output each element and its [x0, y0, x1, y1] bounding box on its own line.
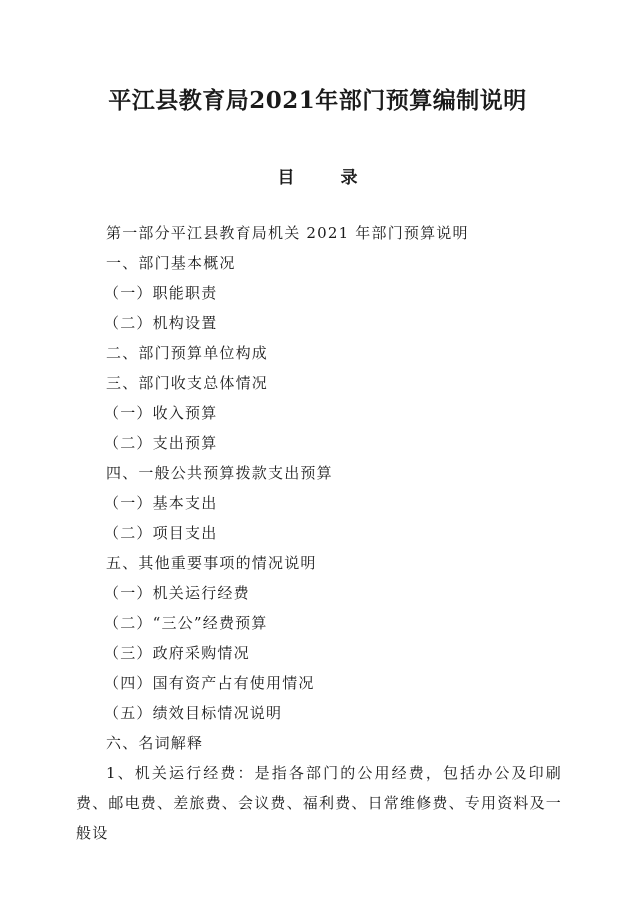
toc-item: 六、名词解释 [106, 734, 204, 752]
toc-item: （一）职能职责 [104, 284, 218, 302]
body-paragraph: 1、机关运行经费：是指各部门的公用经费，包括办公及印刷费、邮电费、差旅费、会议费、福利费、日常维修费、专用资料及一般设 [76, 764, 563, 842]
toc-item: （三）政府采购情况 [104, 644, 250, 662]
toc-item: （一）基本支出 [104, 494, 218, 512]
toc-item: 三、部门收支总体情况 [106, 374, 269, 392]
toc-item: （一）收入预算 [104, 404, 218, 422]
document-title: 平江县教育局2021年部门预算编制说明 [108, 87, 527, 114]
toc-item: 二、部门预算单位构成 [106, 344, 269, 362]
toc-item: （二）项目支出 [104, 524, 218, 542]
toc-item: （二）机构设置 [104, 314, 218, 332]
table-of-contents [106, 218, 469, 758]
toc-item: 一、部门基本概况 [106, 254, 236, 272]
toc-item: 四、一般公共预算拨款支出预算 [106, 464, 333, 482]
toc-item: （四）国有资产占有使用情况 [104, 674, 315, 692]
toc-item: 第一部分平江县教育局机关 2021 年部门预算说明 [106, 224, 469, 242]
toc-item: （二）“三公”经费预算 [104, 614, 268, 632]
toc-heading: 目 录 [277, 168, 378, 188]
toc-item: （一）机关运行经费 [104, 584, 250, 602]
toc-item: 五、其他重要事项的情况说明 [106, 554, 317, 572]
toc-item: （二）支出预算 [104, 434, 218, 452]
toc-item: （五）绩效目标情况说明 [104, 704, 283, 722]
